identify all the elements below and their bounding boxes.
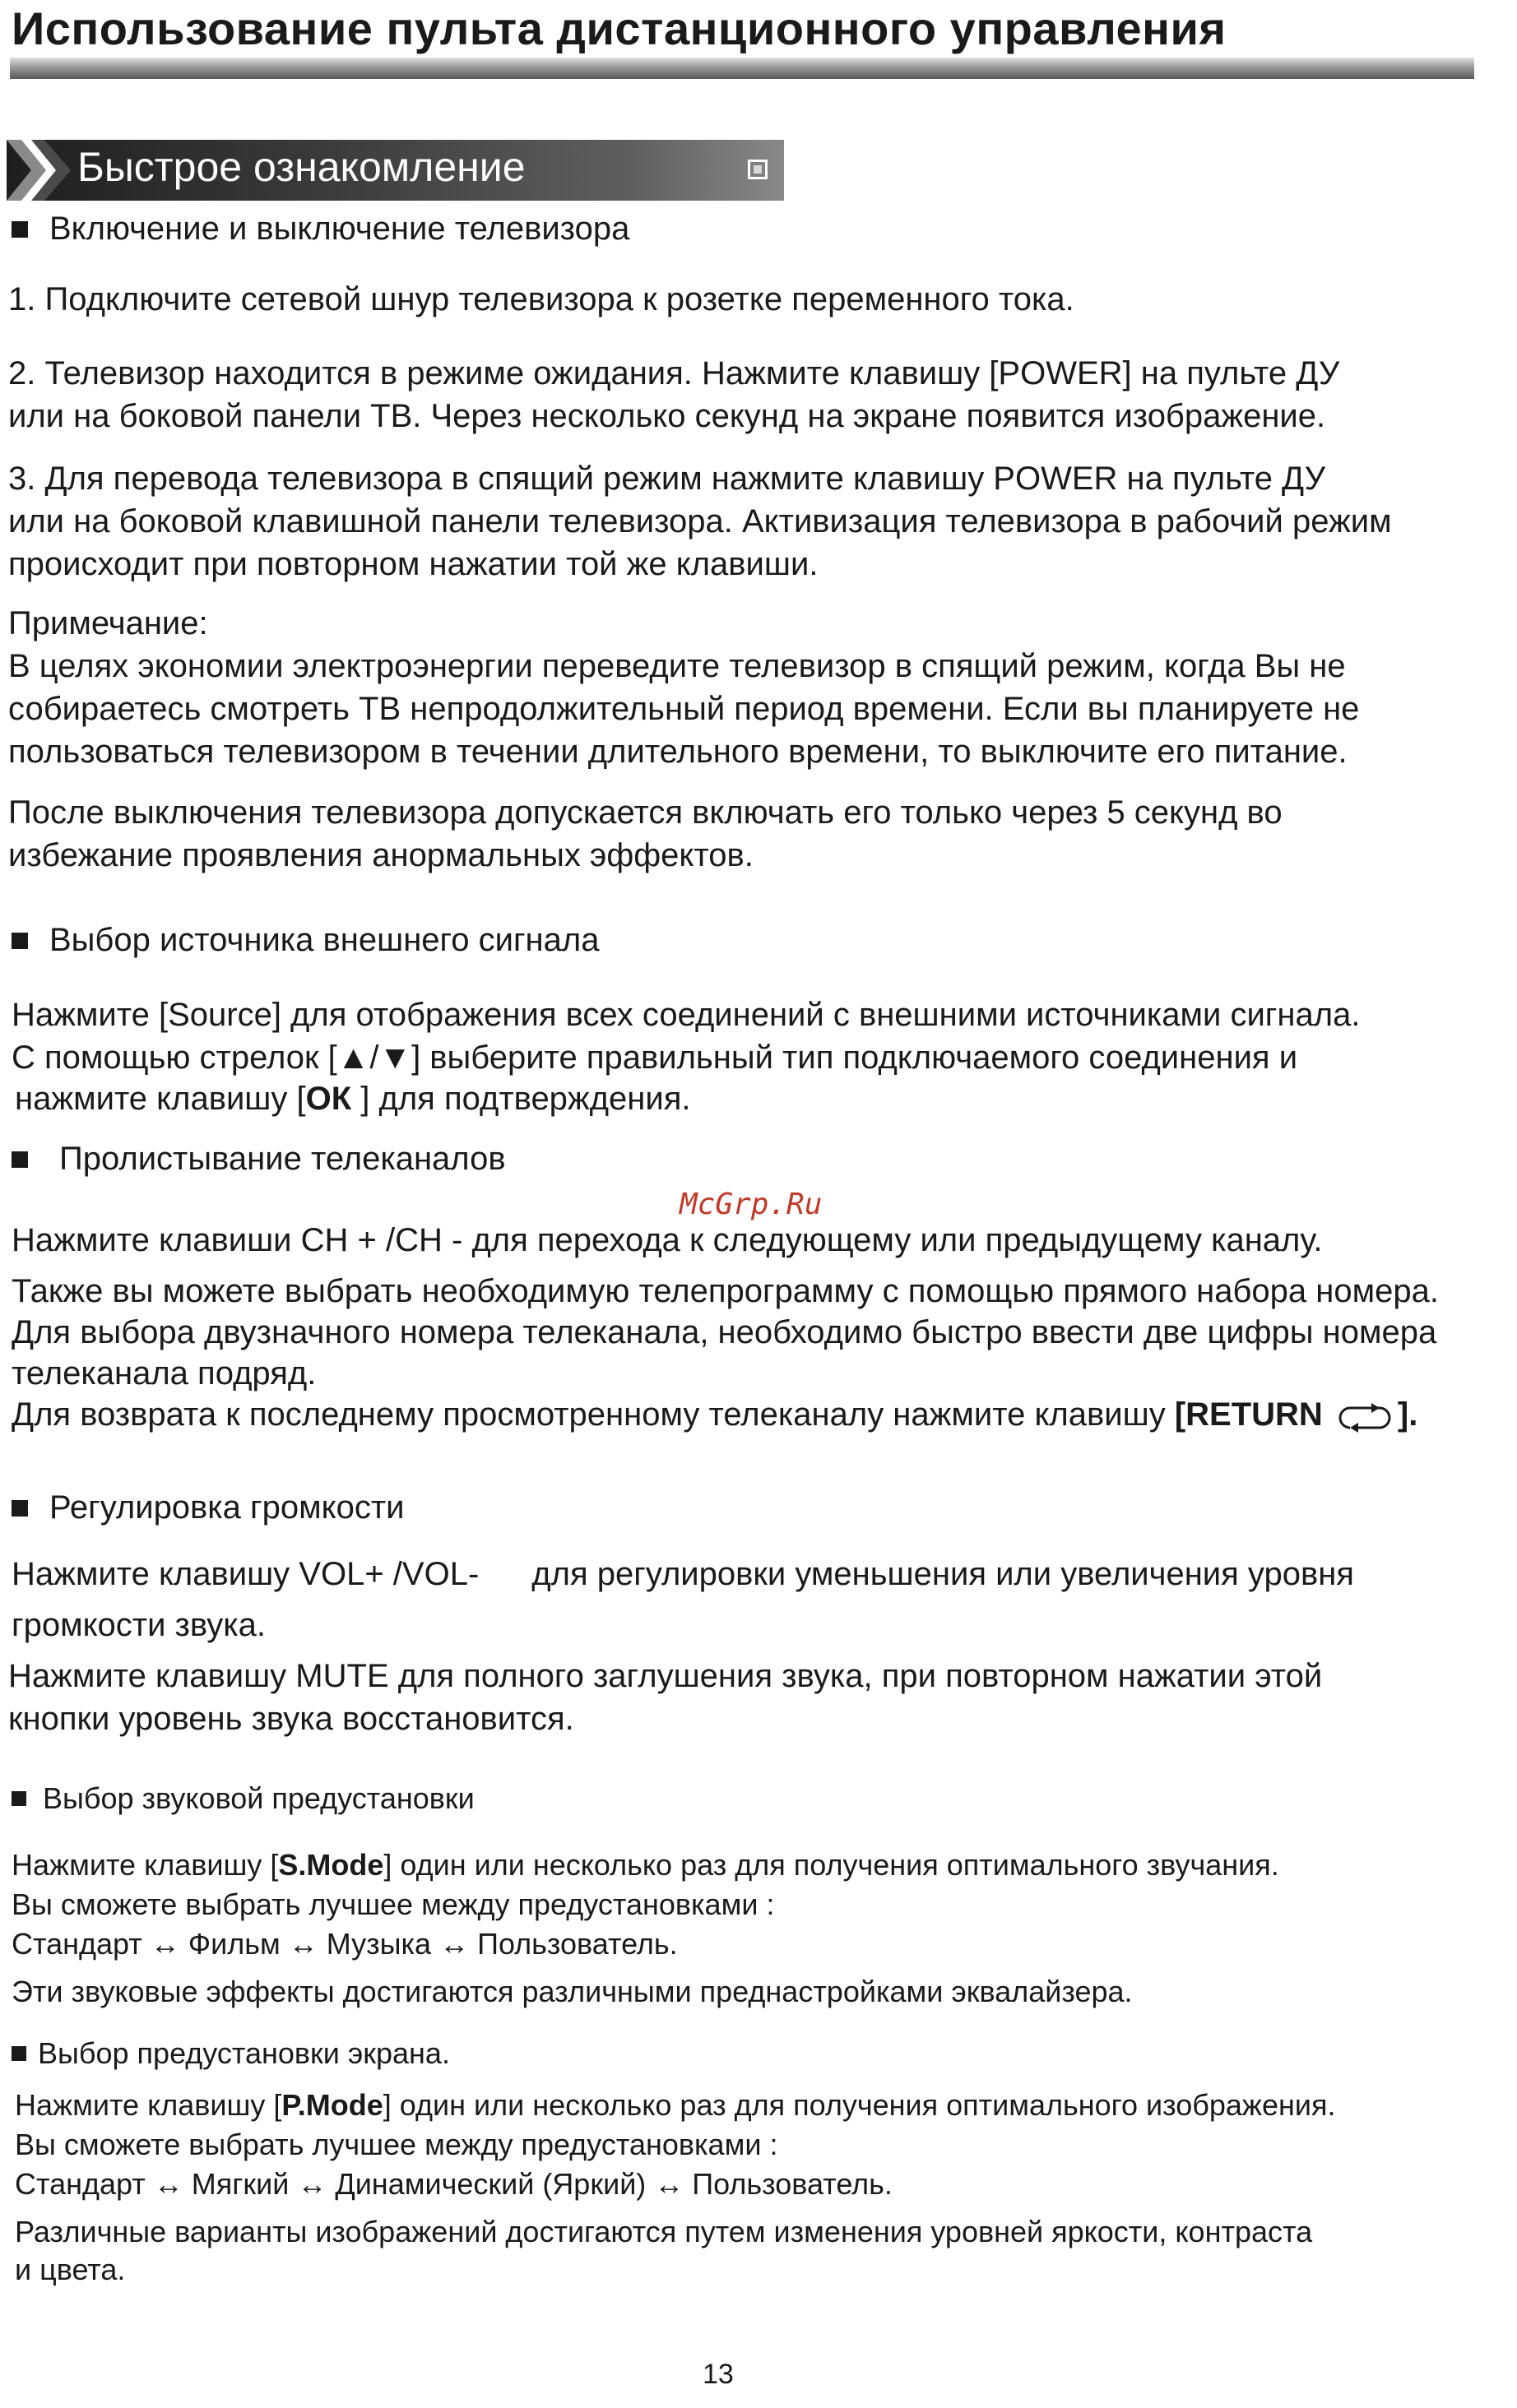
source-line-3: нажмите клавишу [ОК ] для подтверждения. xyxy=(15,1081,691,1117)
title-underline-bar xyxy=(10,58,1474,79)
page-title: Использование пульта дистанционного управления xyxy=(12,2,1227,54)
vol-keys-label: VOL+ /VOL- xyxy=(299,1556,480,1592)
sound-line-4: Эти звуковые эффекты достигаются различными преднастройками эквалайзера. xyxy=(12,1975,1133,2008)
channels-line-3: Для выбора двузначного номера телеканала, необходимо быстро ввести две цифры номера xyxy=(12,1314,1437,1350)
chevron-right-icon xyxy=(7,140,72,201)
power-step-3-line-1: 3. Для перевода телевизора в спящий режим нажмите клавишу POWER на пульте ДУ xyxy=(8,461,1325,497)
channels-line-2: Также вы можете выбрать необходимую телепрограмму с помощью прямого набора номера. xyxy=(12,1273,1439,1309)
volume-line-3: Нажмите клавишу MUTE для полного заглушения звука, при повторном нажатии этой xyxy=(8,1658,1323,1694)
note-line-2: собираетесь смотреть ТВ непродолжительный период времени. Если вы планируете не xyxy=(8,691,1360,727)
square-box-icon xyxy=(748,160,768,179)
bullet-square-icon xyxy=(12,1791,26,1806)
power-step-3-line-2: или на боковой клавишной панели телевизора. Активизация телевизора в рабочий режим xyxy=(8,503,1392,539)
note-line-1: В целях экономии электроэнергии переведите телевизор в спящий режим, когда Вы не xyxy=(8,648,1346,684)
picture-line-4: Различные варианты изображений достигаются путем изменения уровней яркости, контраста xyxy=(15,2215,1313,2248)
p-mode-key-label: P.Mode xyxy=(281,2088,383,2122)
bullet-square-icon xyxy=(12,1500,28,1517)
picture-line-3: Стандарт ↔ Мягкий ↔ Динамический (Яркий) ↔ Пользователь. xyxy=(15,2167,893,2201)
channels-line-5: Для возврата к последнему просмотренному телеканалу нажмите клавишу [RETURN ]. xyxy=(12,1396,1418,1433)
sound-heading: Выбор звуковой предустановки xyxy=(12,1781,475,1816)
s-mode-key-label: S.Mode xyxy=(278,1848,384,1882)
return-arrow-icon xyxy=(1332,1400,1398,1433)
up-down-arrows-icon: ▲/▼ xyxy=(336,1040,412,1076)
sound-line-3: Стандарт ↔ Фильм ↔ Музыка ↔ Пользователь. xyxy=(12,1927,678,1961)
power-step-1: 1. Подключите сетевой шнур телевизора к розетке переменного тока. xyxy=(8,281,1074,317)
bullet-square-icon xyxy=(12,933,28,949)
channels-line-4: телеканала подряд. xyxy=(12,1355,317,1392)
power-heading: Включение и выключение телевизора xyxy=(12,211,629,248)
after-off-line-1: После выключения телевизора допускается включать его только через 5 секунд во xyxy=(8,794,1283,831)
ch-keys-label: CH + /CH - xyxy=(300,1222,463,1258)
volume-line-2: громкости звука. xyxy=(12,1607,267,1643)
page-number: 13 xyxy=(703,2359,734,2390)
after-off-line-2: избежание проявления анормальных эффектов. xyxy=(8,837,754,873)
bullet-square-icon xyxy=(12,2046,26,2061)
ok-key-label: ОК xyxy=(305,1081,352,1117)
section-banner-label: Быстрое ознакомление xyxy=(77,144,526,190)
picture-line-1: Нажмите клавишу [P.Mode] один или несколько раз для получения оптимального изображения. xyxy=(15,2088,1336,2122)
note-label: Примечание: xyxy=(8,605,208,641)
section-banner xyxy=(7,140,784,201)
volume-heading: Регулировка громкости xyxy=(12,1489,404,1526)
return-key-label: [RETURN xyxy=(1174,1396,1323,1433)
power-step-2-line-2: или на боковой панели ТВ. Через несколько секунд на экране появится изображение. xyxy=(8,398,1326,434)
volume-line-4: кнопки уровень звука восстановится. xyxy=(8,1701,574,1737)
picture-line-5: и цвета. xyxy=(15,2253,126,2286)
bullet-square-icon xyxy=(12,221,28,238)
channels-heading: Пролистывание телеканалов xyxy=(12,1141,506,1178)
power-step-2-line-1: 2. Телевизор находится в режиме ожидания. Нажмите клавишу [POWER] на пульте ДУ xyxy=(8,355,1340,391)
watermark: McGrp.Ru xyxy=(680,1188,823,1221)
volume-line-1: Нажмите клавишу VOL+ /VOL- для регулировки уменьшения или увеличения уровня xyxy=(12,1556,1354,1592)
picture-line-2: Вы сможете выбрать лучшее между предустановками : xyxy=(15,2128,778,2161)
source-line-1: Нажмите [Source] для отображения всех соединений с внешними источниками сигнала. xyxy=(12,997,1361,1033)
picture-heading: Выбор предустановки экрана. xyxy=(12,2036,450,2071)
note-line-3: пользоваться телевизором в течении длительного времени, то выключите его питание. xyxy=(8,734,1348,770)
power-step-3-line-3: происходит при повторном нажатии той же клавиши. xyxy=(8,546,819,582)
channels-line-1: Нажмите клавиши CH + /CH - для перехода к следующему или предыдущему каналу. xyxy=(12,1222,1323,1258)
sound-line-1: Нажмите клавишу [S.Mode] один или несколько раз для получения оптимального звучания. xyxy=(12,1848,1279,1882)
source-line-2: С помощью стрелок [▲/▼] выберите правильный тип подключаемого соединения и xyxy=(12,1040,1298,1076)
source-heading: Выбор источника внешнего сигнала xyxy=(12,922,599,959)
sound-line-2: Вы сможете выбрать лучшее между предустановками : xyxy=(12,1887,775,1921)
bullet-square-icon xyxy=(12,1151,28,1168)
